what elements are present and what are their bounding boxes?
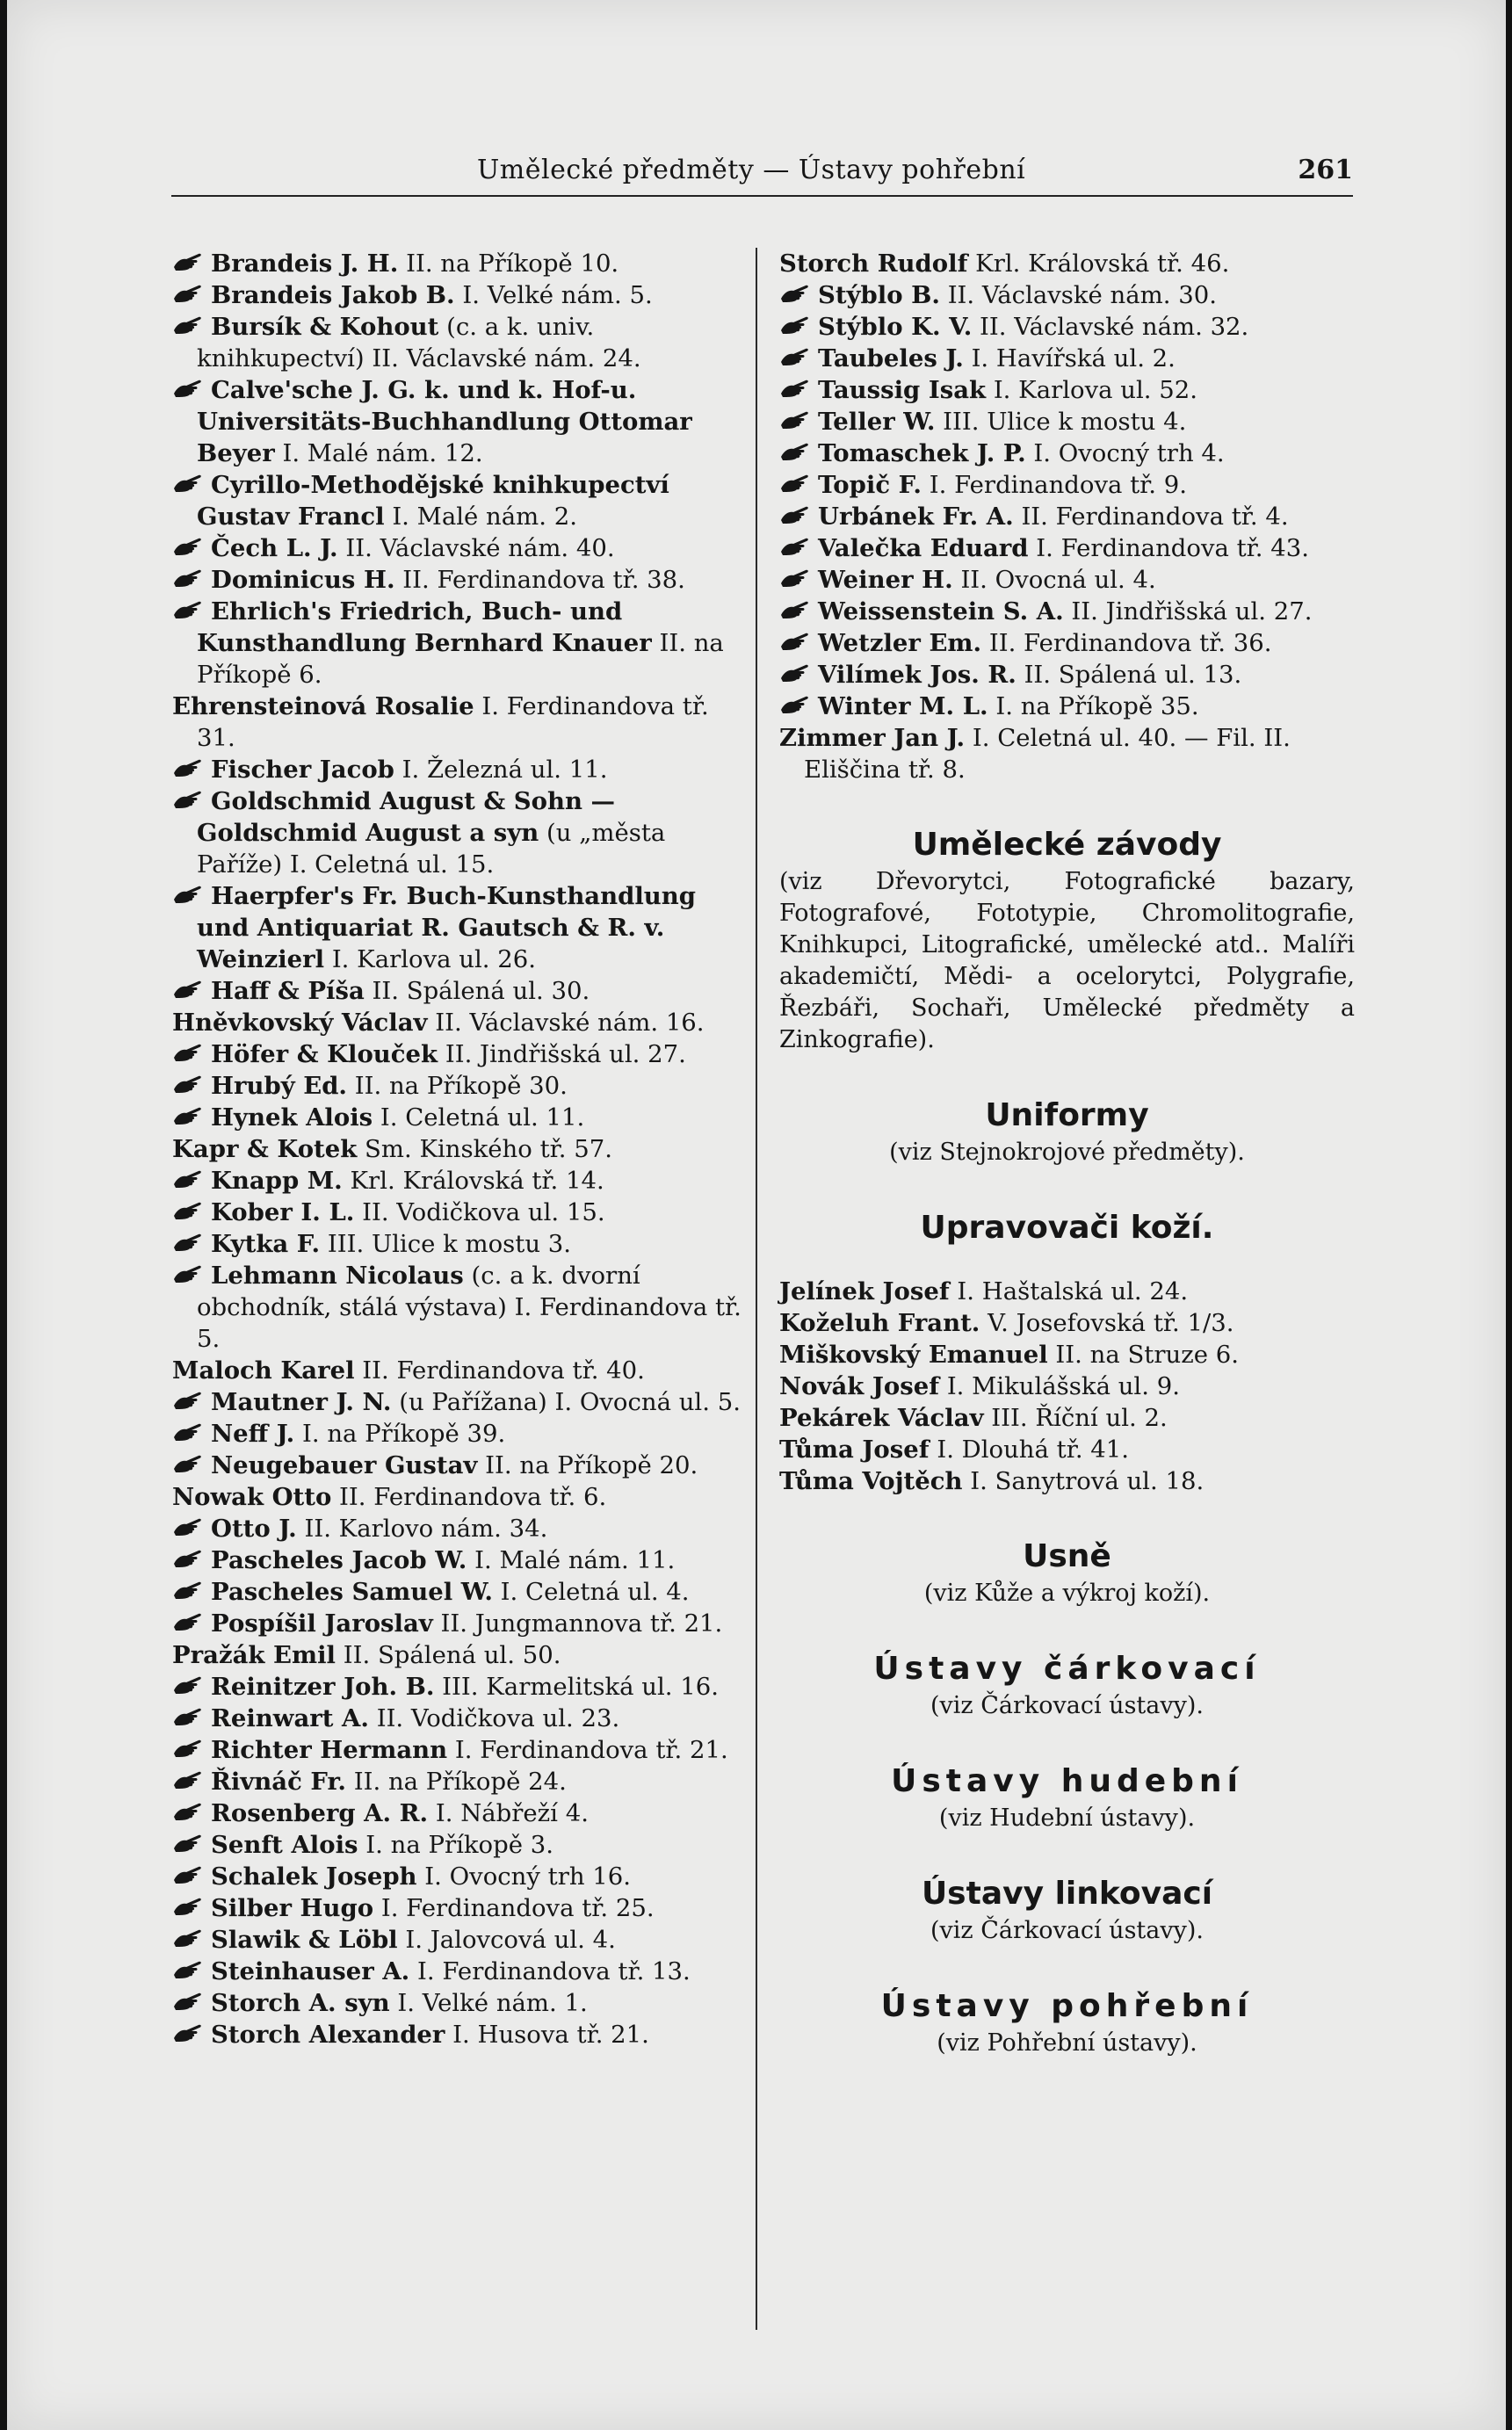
entry-name: Topič F. (818, 471, 922, 499)
section-carkovaci (779, 1648, 1355, 1722)
directory-entry (172, 1924, 743, 1956)
directory-entry (172, 1102, 743, 1133)
entry-address: I. Velké nám. 5. (454, 281, 653, 309)
directory-entry (172, 279, 743, 311)
entry-name: Tomaschek J. P. (818, 439, 1026, 467)
entry-address: I. Jalovcová ul. 4. (397, 1926, 616, 1954)
directory-entry (172, 1450, 743, 1481)
directory-entry (779, 1307, 1355, 1339)
entry-address: II. na Příkopě 24. (346, 1768, 567, 1796)
entry-name: Fischer Jacob (211, 756, 394, 784)
entry-address: II. Ferdinandova tř. 36. (981, 629, 1272, 657)
entry-name: Knapp M. (211, 1167, 343, 1195)
entry-address: II. Karlovo nám. 34. (296, 1515, 548, 1543)
directory-entry (172, 1038, 743, 1070)
entry-name: Hynek Alois (211, 1103, 373, 1132)
directory-entry (172, 1513, 743, 1544)
entry-address: II. Ferdinandova tř. 40. (354, 1356, 645, 1385)
directory-entry (779, 1402, 1355, 1434)
entry-name: Ehrensteinová Rosalie (172, 692, 474, 720)
entry-name: Stýblo K. V. (818, 313, 973, 341)
directory-entry (779, 1465, 1355, 1497)
entry-address: II. na Příkopě 10. (398, 250, 619, 278)
directory-entry (172, 532, 743, 564)
section-upravovaci (779, 1207, 1355, 1249)
pointing-hand-icon (172, 1390, 204, 1413)
pointing-hand-icon (779, 599, 811, 622)
entry-address: II. Ferdinandova tř. 6. (331, 1483, 607, 1511)
directory-entry (779, 722, 1355, 785)
entry-name: Novák Josef (779, 1372, 940, 1400)
entry-name: Goldschmid August & Sohn — Goldschmid August a syn (197, 787, 616, 847)
entry-address: I. Ferdinandova tř. 31. (197, 692, 709, 752)
pointing-hand-icon (172, 1769, 204, 1792)
directory-entry (172, 1861, 743, 1892)
section-title: Usně (1023, 1538, 1111, 1574)
pointing-hand-icon (779, 378, 811, 401)
entry-name: Brandeis J. H. (211, 250, 399, 278)
entry-name: Silber Hugo (211, 1894, 374, 1922)
entry-address: V. Josefovská tř. 1/3. (980, 1309, 1234, 1337)
entry-address: II. na Struze 6. (1047, 1341, 1239, 1369)
entry-address: I. Haštalská ul. 24. (949, 1277, 1189, 1305)
pointing-hand-icon (172, 599, 204, 622)
directory-entry (779, 279, 1355, 311)
pointing-hand-icon (172, 536, 204, 559)
pointing-hand-icon (172, 1200, 204, 1223)
entry-name: Storch Alexander (211, 2021, 445, 2049)
entry-address: I. Karlova ul. 26. (324, 945, 536, 973)
section-note: (viz Čárkovací ústavy). (930, 1917, 1204, 1944)
right-column (779, 248, 1355, 2059)
section-title: Ústavy hudební (891, 1763, 1243, 1799)
entry-address: I. Ferdinandova tř. 25. (373, 1894, 655, 1922)
entry-name: Steinhauser A. (211, 1957, 410, 1985)
header-title: Umělecké předměty — Ústavy pohřební (477, 155, 1026, 185)
entry-name: Pascheles Samuel W. (211, 1578, 493, 1606)
entry-address: Krl. Královská tř. 46. (967, 250, 1230, 278)
entry-address: II. Vodičkova ul. 15. (354, 1198, 605, 1226)
entry-address: (c. a k. dvorní obchodník, stálá výstava) I. Ferdinandova tř. 5. (197, 1262, 742, 1353)
directory-entry (172, 1797, 743, 1829)
entry-name: Zimmer Jan J. (779, 724, 966, 752)
pointing-hand-icon (779, 662, 811, 685)
pointing-hand-icon (172, 1232, 204, 1255)
entry-name: Winter M. L. (818, 692, 988, 720)
entry-name: Tůma Josef (779, 1436, 930, 1464)
directory-entry (172, 880, 743, 975)
pointing-hand-icon (172, 251, 204, 274)
directory-entry (172, 1418, 743, 1450)
pointing-hand-icon (779, 568, 811, 590)
entry-name: Pascheles Jacob W. (211, 1546, 467, 1574)
pointing-hand-icon (172, 1074, 204, 1096)
entry-address: I. Nábřeží 4. (428, 1799, 589, 1827)
entry-address: I. Malé nám. 11. (467, 1546, 676, 1574)
entry-address: Sm. Kinského tř. 57. (357, 1135, 612, 1163)
entry-address: I. Malé nám. 12. (274, 439, 483, 467)
entry-address: II. Spálená ul. 50. (336, 1641, 561, 1669)
pointing-hand-icon (172, 378, 204, 401)
directory-entry (779, 343, 1355, 374)
directory-entry (779, 406, 1355, 438)
entry-name: Řivnáč Fr. (211, 1768, 346, 1796)
section-umelecke-zavody (779, 824, 1355, 866)
entry-name: Hrubý Ed. (211, 1072, 348, 1100)
directory-entry (172, 1197, 743, 1228)
entry-address: I. Karlova ul. 52. (986, 376, 1197, 404)
entry-name: Urbánek Fr. A. (818, 503, 1014, 531)
pointing-hand-icon (172, 1516, 204, 1539)
entry-address: I. Ferdinandova tř. 43. (1028, 534, 1310, 562)
entry-name: Taussig Isak (818, 376, 987, 404)
entry-address: II. Spálená ul. 30. (364, 977, 590, 1005)
entry-address: II. Ferdinandova tř. 38. (394, 566, 685, 594)
directory-entry (172, 754, 743, 785)
entry-address: II. na Příkopě 20. (477, 1451, 698, 1479)
directory-entry (172, 1956, 743, 1987)
entry-address: II. Václavské nám. 32. (972, 313, 1249, 341)
pointing-hand-icon (172, 1453, 204, 1476)
entry-address: II. Václavské nám. 40. (337, 534, 615, 562)
entry-name: Wetzler Em. (818, 629, 982, 657)
section-note: (viz Čárkovací ústavy). (930, 1692, 1204, 1719)
pointing-hand-icon (779, 631, 811, 654)
directory-entry (172, 374, 743, 469)
entry-name: Senft Alois (211, 1831, 358, 1859)
directory-entry (172, 1639, 743, 1671)
entry-address: I. Sanytrová ul. 18. (962, 1467, 1205, 1495)
section-note: (viz Kůže a výkroj koží). (923, 1580, 1211, 1607)
entry-address: I. Mikulášská ul. 9. (939, 1372, 1180, 1400)
directory-entry (779, 469, 1355, 501)
directory-entry (172, 2019, 743, 2050)
pointing-hand-icon (172, 757, 204, 780)
entry-address: I. Havířská ul. 2. (963, 344, 1176, 372)
entry-address: I. Husova tř. 21. (445, 2021, 649, 2049)
pointing-hand-icon (172, 473, 204, 495)
entry-name: Ehrlich's Friedrich, Buch- und Kunsthandlung Bernhard Knauer (197, 597, 652, 657)
entry-address: I. Železná ul. 11. (394, 756, 608, 784)
entry-address: III. Ulice k mostu 4. (935, 408, 1187, 436)
pointing-hand-icon (172, 1042, 204, 1065)
directory-entry (172, 1766, 743, 1797)
directory-entry (172, 1481, 743, 1513)
entry-address: I. na Příkopě 3. (358, 1831, 553, 1859)
entry-address: I. Ferdinandova tř. 9. (921, 471, 1188, 499)
entry-name: Stýblo B. (818, 281, 940, 309)
entry-address: I. Dlouhá tř. 41. (929, 1436, 1130, 1464)
entry-name: Pospíšil Jaroslav (211, 1609, 433, 1638)
directory-entry (172, 1260, 743, 1355)
section-linkovaci (779, 1873, 1355, 1947)
entry-address: III. Říční ul. 2. (983, 1404, 1168, 1432)
directory-entry (779, 501, 1355, 532)
right-entries (779, 248, 1355, 785)
section-title: Umělecké závody (912, 827, 1222, 863)
entry-address: (u „města Paříže) I. Celetná ul. 15. (197, 819, 666, 879)
directory-entry (172, 596, 743, 691)
entry-address: II. Jindřišská ul. 27. (438, 1040, 686, 1068)
entry-name: Haff & Píša (211, 977, 365, 1005)
section-title: Ústavy pohřební (880, 1988, 1254, 2024)
left-column (172, 248, 743, 2050)
pointing-hand-icon (172, 1580, 204, 1602)
directory-entry (172, 1608, 743, 1639)
entry-name: Weissenstein S. A. (818, 597, 1064, 626)
entry-address: I. na Příkopě 39. (294, 1420, 506, 1448)
entry-name: Tůma Vojtěch (779, 1467, 963, 1495)
column-divider (756, 248, 757, 2330)
pointing-hand-icon (172, 568, 204, 590)
directory-entry (172, 1703, 743, 1734)
pointing-hand-icon (172, 1421, 204, 1444)
directory-entry (779, 1276, 1355, 1307)
entry-name: Koželuh Frant. (779, 1309, 980, 1337)
entry-name: Cyrillo-Methodějské knihkupectví Gustav Francl (197, 471, 669, 531)
entry-name: Lehmann Nicolaus (211, 1262, 464, 1290)
pointing-hand-icon (172, 2022, 204, 2045)
entry-name: Vilímek Jos. R. (818, 661, 1016, 689)
directory-entry (172, 311, 743, 374)
entry-address: I. Ferdinandova tř. 21. (447, 1736, 728, 1764)
pointing-hand-icon (172, 884, 204, 907)
entry-address: I. Malé nám. 2. (384, 503, 577, 531)
entry-name: Brandeis Jakob B. (211, 281, 455, 309)
directory-entry (172, 785, 743, 880)
entry-address: II. na Příkopě 6. (197, 629, 724, 689)
entry-name: Storch Rudolf (779, 250, 968, 278)
pointing-hand-icon (779, 504, 811, 527)
directory-entry (779, 438, 1355, 469)
directory-entry (172, 1007, 743, 1038)
entry-address: II. Ovocná ul. 4. (952, 566, 1156, 594)
upravovaci-entries (779, 1276, 1355, 1497)
section-title: Ústavy linkovací (921, 1876, 1213, 1912)
pointing-hand-icon (779, 441, 811, 464)
entry-address: I. Ovocný trh 4. (1025, 439, 1225, 467)
directory-entry (779, 627, 1355, 659)
entry-name: Haerpfer's Fr. Buch-Kunsthandlung und Antiquariat R. Gautsch & R. v. Weinzierl (197, 882, 697, 973)
entry-name: Čech L. J. (211, 534, 338, 562)
directory-entry (779, 532, 1355, 564)
pointing-hand-icon (779, 473, 811, 495)
pointing-hand-icon (779, 694, 811, 717)
pointing-hand-icon (172, 1738, 204, 1761)
pointing-hand-icon (172, 1927, 204, 1950)
entry-address: I. Celetná ul. 11. (373, 1103, 585, 1132)
directory-entry (172, 1070, 743, 1102)
entry-name: Jelínek Josef (779, 1277, 950, 1305)
pointing-hand-icon (779, 409, 811, 432)
directory-entry (172, 1386, 743, 1418)
pointing-hand-icon (172, 1548, 204, 1571)
pointing-hand-icon (779, 315, 811, 337)
pointing-hand-icon (172, 789, 204, 812)
directory-entry (172, 1734, 743, 1766)
entry-name: Dominicus H. (211, 566, 395, 594)
entry-name: Mautner J. N. (211, 1388, 392, 1416)
section-note: (viz Dřevorytci, Fotografické bazary, Fotografové, Fototypie, Chromolitografie, Knihkupci, Litografické, umělecké atd.. Malíři akademičtí, Mědi- a ocelorytci, Polygrafie, Řezbáři, Sochaři, Umělecké předměty a Zinkografie). (779, 868, 1355, 1053)
entry-address: II. Jindřišská ul. 27. (1063, 597, 1313, 626)
entry-name: Hněvkovský Václav (172, 1009, 428, 1037)
entry-name: Kapr & Kotek (172, 1135, 358, 1163)
entry-address: II. Ferdinandova tř. 4. (1013, 503, 1289, 531)
entry-address: Krl. Královská tř. 14. (342, 1167, 604, 1195)
directory-entry (172, 1576, 743, 1608)
directory-entry (779, 1339, 1355, 1370)
entry-address: I. na Příkopě 35. (988, 692, 1199, 720)
directory-entry (779, 248, 1355, 279)
directory-entry (172, 975, 743, 1007)
directory-entry (172, 1544, 743, 1576)
directory-entry (172, 1355, 743, 1386)
entry-name: Schalek Joseph (211, 1862, 417, 1891)
pointing-hand-icon (172, 1105, 204, 1128)
pointing-hand-icon (172, 1611, 204, 1634)
section-hudebni (779, 1761, 1355, 1834)
entry-address: II. Jungmannova tř. 21. (432, 1609, 723, 1638)
pointing-hand-icon (172, 1168, 204, 1191)
entry-name: Kober I. L. (211, 1198, 355, 1226)
pointing-hand-icon (172, 1801, 204, 1824)
page-number: 261 (1298, 155, 1353, 185)
entry-name: Otto J. (211, 1515, 297, 1543)
entry-name: Reinitzer Joh. B. (211, 1673, 435, 1701)
entry-name: Maloch Karel (172, 1356, 355, 1385)
directory-entry (172, 1671, 743, 1703)
directory-entry (779, 1370, 1355, 1402)
entry-name: Slawik & Löbl (211, 1926, 398, 1954)
entry-name: Bursík & Kohout (211, 313, 439, 341)
entry-name: Calve'sche J. G. k. und k. Hof-u. Universitäts-Buchhandlung Ottomar Beyer (197, 376, 692, 467)
entry-name: Pražák Emil (172, 1641, 336, 1669)
entry-name: Reinwart A. (211, 1704, 369, 1732)
entry-name: Höfer & Klouček (211, 1040, 438, 1068)
directory-entry (172, 1228, 743, 1260)
entry-address: I. Celetná ul. 40. — Fil. II. Eliščina tř. 8. (804, 724, 1291, 784)
entry-name: Richter Hermann (211, 1736, 448, 1764)
entry-address: II. Vodičkova ul. 23. (368, 1704, 620, 1732)
pointing-hand-icon (172, 315, 204, 337)
entry-address: III. Ulice k mostu 3. (320, 1230, 572, 1258)
directory-entry (172, 1829, 743, 1861)
entry-name: Nowak Otto (172, 1483, 332, 1511)
section-title: Ústavy čárkovací (873, 1651, 1261, 1687)
running-header (171, 151, 1353, 197)
directory-entry (779, 691, 1355, 722)
entry-address: (c. a k. univ. knihkupectví) II. Václavské nám. 24. (197, 313, 641, 372)
directory-entry (172, 1133, 743, 1165)
entry-address: II. na Příkopě 30. (347, 1072, 568, 1100)
entry-address: (u Pařížana) I. Ovocná ul. 5. (391, 1388, 741, 1416)
entry-name: Pekárek Václav (779, 1404, 984, 1432)
entry-name: Valečka Eduard (818, 534, 1029, 562)
pointing-hand-icon (172, 1263, 204, 1286)
entry-address: II. Spálená ul. 13. (1016, 661, 1242, 689)
entry-name: Storch A. syn (211, 1989, 390, 2017)
pointing-hand-icon (172, 979, 204, 1002)
pointing-hand-icon (172, 1833, 204, 1855)
entry-address: II. Václavské nám. 30. (939, 281, 1217, 309)
directory-entry (779, 596, 1355, 627)
directory-entry (172, 1165, 743, 1197)
directory-entry (779, 374, 1355, 406)
entry-address: I. Celetná ul. 4. (492, 1578, 690, 1606)
section-note: (viz Hudební ústavy). (938, 1804, 1196, 1832)
entry-address: I. Ferdinandova tř. 13. (409, 1957, 691, 1985)
section-note: (viz Pohřební ústavy). (937, 2029, 1197, 2057)
section-note: (viz Stejnokrojové předměty). (889, 1139, 1245, 1166)
entry-address: II. Václavské nám. 16. (427, 1009, 705, 1037)
pointing-hand-icon (172, 1991, 204, 2014)
pointing-hand-icon (172, 1959, 204, 1982)
entry-name: Miškovský Emanuel (779, 1341, 1048, 1369)
directory-entry (172, 691, 743, 754)
directory-entry (172, 1987, 743, 2019)
pointing-hand-icon (779, 283, 811, 306)
directory-entry (172, 469, 743, 532)
section-title: Upravovači koží. (920, 1210, 1214, 1246)
directory-entry (172, 248, 743, 279)
section-usne (779, 1536, 1355, 1609)
entry-name: Rosenberg A. R. (211, 1799, 429, 1827)
directory-entry (779, 1434, 1355, 1465)
entry-name: Teller W. (818, 408, 936, 436)
pointing-hand-icon (779, 346, 811, 369)
entry-name: Weiner H. (818, 566, 953, 594)
pointing-hand-icon (779, 536, 811, 559)
entry-address: I. Velké nám. 1. (389, 1989, 588, 2017)
section-uniformy (779, 1095, 1355, 1168)
pointing-hand-icon (172, 1706, 204, 1729)
directory-entry (172, 564, 743, 596)
directory-entry (779, 564, 1355, 596)
pointing-hand-icon (172, 1896, 204, 1919)
section-pohrebni (779, 1985, 1355, 2059)
entry-name: Kytka F. (211, 1230, 321, 1258)
pointing-hand-icon (172, 1864, 204, 1887)
entry-address: III. Karmelitská ul. 16. (434, 1673, 719, 1701)
entry-name: Taubeles J. (818, 344, 964, 372)
entry-name: Neff J. (211, 1420, 295, 1448)
section-title: Uniformy (985, 1097, 1149, 1133)
directory-entry (779, 659, 1355, 691)
directory-entry (779, 311, 1355, 343)
pointing-hand-icon (172, 283, 204, 306)
directory-entry (172, 1892, 743, 1924)
pointing-hand-icon (172, 1674, 204, 1697)
entry-name: Neugebauer Gustav (211, 1451, 478, 1479)
entry-address: I. Ovocný trh 16. (416, 1862, 632, 1891)
